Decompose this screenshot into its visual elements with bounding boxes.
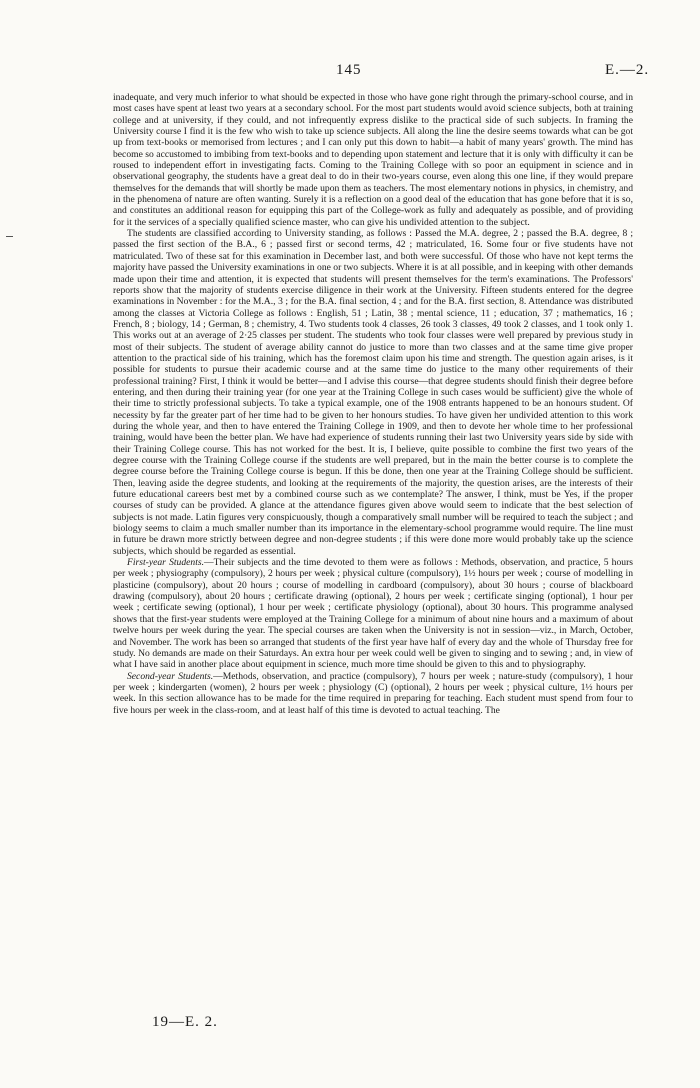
page-number: 145 [336,62,362,78]
first-year-heading: First-year Students. [127,557,204,569]
second-year-text: —Methods, observation, and practice (compulsory), 7 hours per week ; nature-study (compulsory), 1 hour per week ; kindergarten (women), 2 hours per week ; physiology (C) (optional), 2 hours per week ; physical culture, 1½ hours per week. In this section allowance has to be made for the time required in preparing for teaching. Each student must spend from four to five hours per week in the class-room, and at least half of this time is devoted to actual teaching. The [113,670,633,716]
margin-mark [6,236,13,237]
series-label: E.—2. [605,62,650,78]
first-year-text: —Their subjects and the time devoted to them were as follows : Methods, observation, and practice, 5 hours per week ; physiography (compulsory), 2 hours per week ; physical culture (compulsory), 1½ hours per week ; course of modelling in plasticine (compulsory), about 20 hours ; course of modelling in cardboard (compulsory), about 30 hours ; course of blackboard drawing (compulsory), about 20 hours ; certificate drawing (optional), 2 hours per week ; certificate singing (optional), 1 hour per week ; certificate sewing (optional), 1 hour per week ; certificate physiology (optional), about 30 hours. This programme analysed shows that the first-year students were employed at the Training College for a minimum of about nine hours and a maximum of about twelve hours per week during the year. The special courses are taken when the University is not in session—viz., in March, October, and November. The work has been so arranged that students of the first year have half of every day and the whole of Thursday free for study. No demands are made on their Saturdays. An extra hour per week could well be given to singing and to sewing ; and, in view of what I have said in another place about equipment in science, much more time should be given to this and to physiography. [113,557,633,671]
body-text [113,92,633,716]
paragraph-science-preparation: inadequate, and very much inferior to what should be expected in those who have gone right through the primary-school course, and in most cases have spent at least two years at a secondary school. For the most part students would avoid science subjects, both at training college and at university, if they could, and not infrequently express dislike to the practical side of such subjects. In framing the University course I find it is the few who wish to take up science subjects. All along the line the desire seems towards what can be got up from text-books or memorised from lectures ; and I can only put this down to habit—a habit of many years' growth. The mind has become so accustomed to imbibing from text-books and to depending upon statement and lecture that it is only with difficulty it can be roused to independent effort in investigating facts. Coming to the Training College with so poor an equipment in science and in observational geography, the students have a great deal to do in their two-years course, even along this one line, if they would prepare themselves for the demands that will shortly be made upon them as teachers. The most elementary notions in physics, in chemistry, and in the phenomena of nature are often wanting. Surely it is a reflection on a good deal of the education that has gone before that it is so, and constitutes an additional reason for equipping this part of the College-work as fully and adequately as possible, and of providing for it the services of a specially qualified science master, who can give his undivided attention to the subject. [113,92,633,228]
paragraph-university-standing: The students are classified according to University standing, as follows : Passed the M.A. degree, 2 ; passed the B.A. degree, 8 ; passed the first section of the B.A., 6 ; passed first or second terms, 42 ; matriculated, 16. Some four or five students have not matriculated. Two of these sat for this examination in December last, and both were successful. Of those who have not kept terms the majority have passed the University examinations in one or two subjects. Where it is at all possible, and in keeping with other demands made upon their time and attention, it is expected that students will present themselves for the term's examinations. The Professors' reports show that the majority of students exercise diligence in their work at the University. Fifteen students entered for the degree examinations in November : for the M.A., 3 ; for the B.A. final section, 4 ; and for the B.A. first section, 8. Attendance was distributed among the classes at Victoria College as follows : English, 51 ; Latin, 38 ; mental science, 11 ; education, 37 ; mathematics, 16 ; French, 8 ; biology, 14 ; German, 8 ; chemistry, 4. Two students took 4 classes, 26 took 3 classes, 49 took 2 classes, and 1 took only 1. This works out at an average of 2·25 classes per student. The students who took four classes were well prepared by previous study in most of their subjects. The student of average ability cannot do justice to more than two classes and at the same time give proper attention to the practical side of his training, which has the foremost claim upon his time and strength. The question again arises, is it possible for students to pursue their academic course and at the same time do justice to the many other requirements of their professional training? First, I think it would be better—and I advise this course—that degree students should finish their degree before entering, and then during their training year (for one year at the Training College in such cases would be sufficient) give the whole of their time to strictly professional subjects. To take a typical example, one of the 1908 entrants happened to be an honours student. Of necessity by far the greater part of her time had to be given to her honours studies. To have given her undivided attention to this work during the whole year, and then to have entered the Training College in 1909, and then to devote her whole time to her professional training, would have been the better plan. We have had experience of students running their last two University years side by side with their Training College course. This has not worked for the best. It is, I believe, quite possible to combine the first two years of the degree course with the Training College course if the students are well prepared, but in the main the better course is to complete the degree course before the Training College course is begun. If this be done, then one year at the Training College should be sufficient. Then, leaving aside the degree students, and looking at the requirements of the majority, the question arises, are the interests of their future educational careers best met by a combined course such as we contemplate? The answer, I think, must be Yes, if the proper courses of study can be provided. A glance at the attendance figures given above would seem to indicate that the best selection of subjects is not made. Latin figures very conspicuously, though a comparatively small number will be required to teach the subject ; and biology seems to claim a much smaller number than its importance in the elementary-school programme would require. The line must in future be drawn more strictly between degree and non-degree students ; if this were done more would probably take up the science subjects, which should be regarded as essential. [113,228,633,557]
paragraph-second-year-students [113,671,633,716]
page-header [0,62,700,82]
paragraph-first-year-students [113,557,633,670]
footer-signature: 19—E. 2. [152,1014,218,1030]
second-year-heading: Second-year Students. [127,670,214,682]
